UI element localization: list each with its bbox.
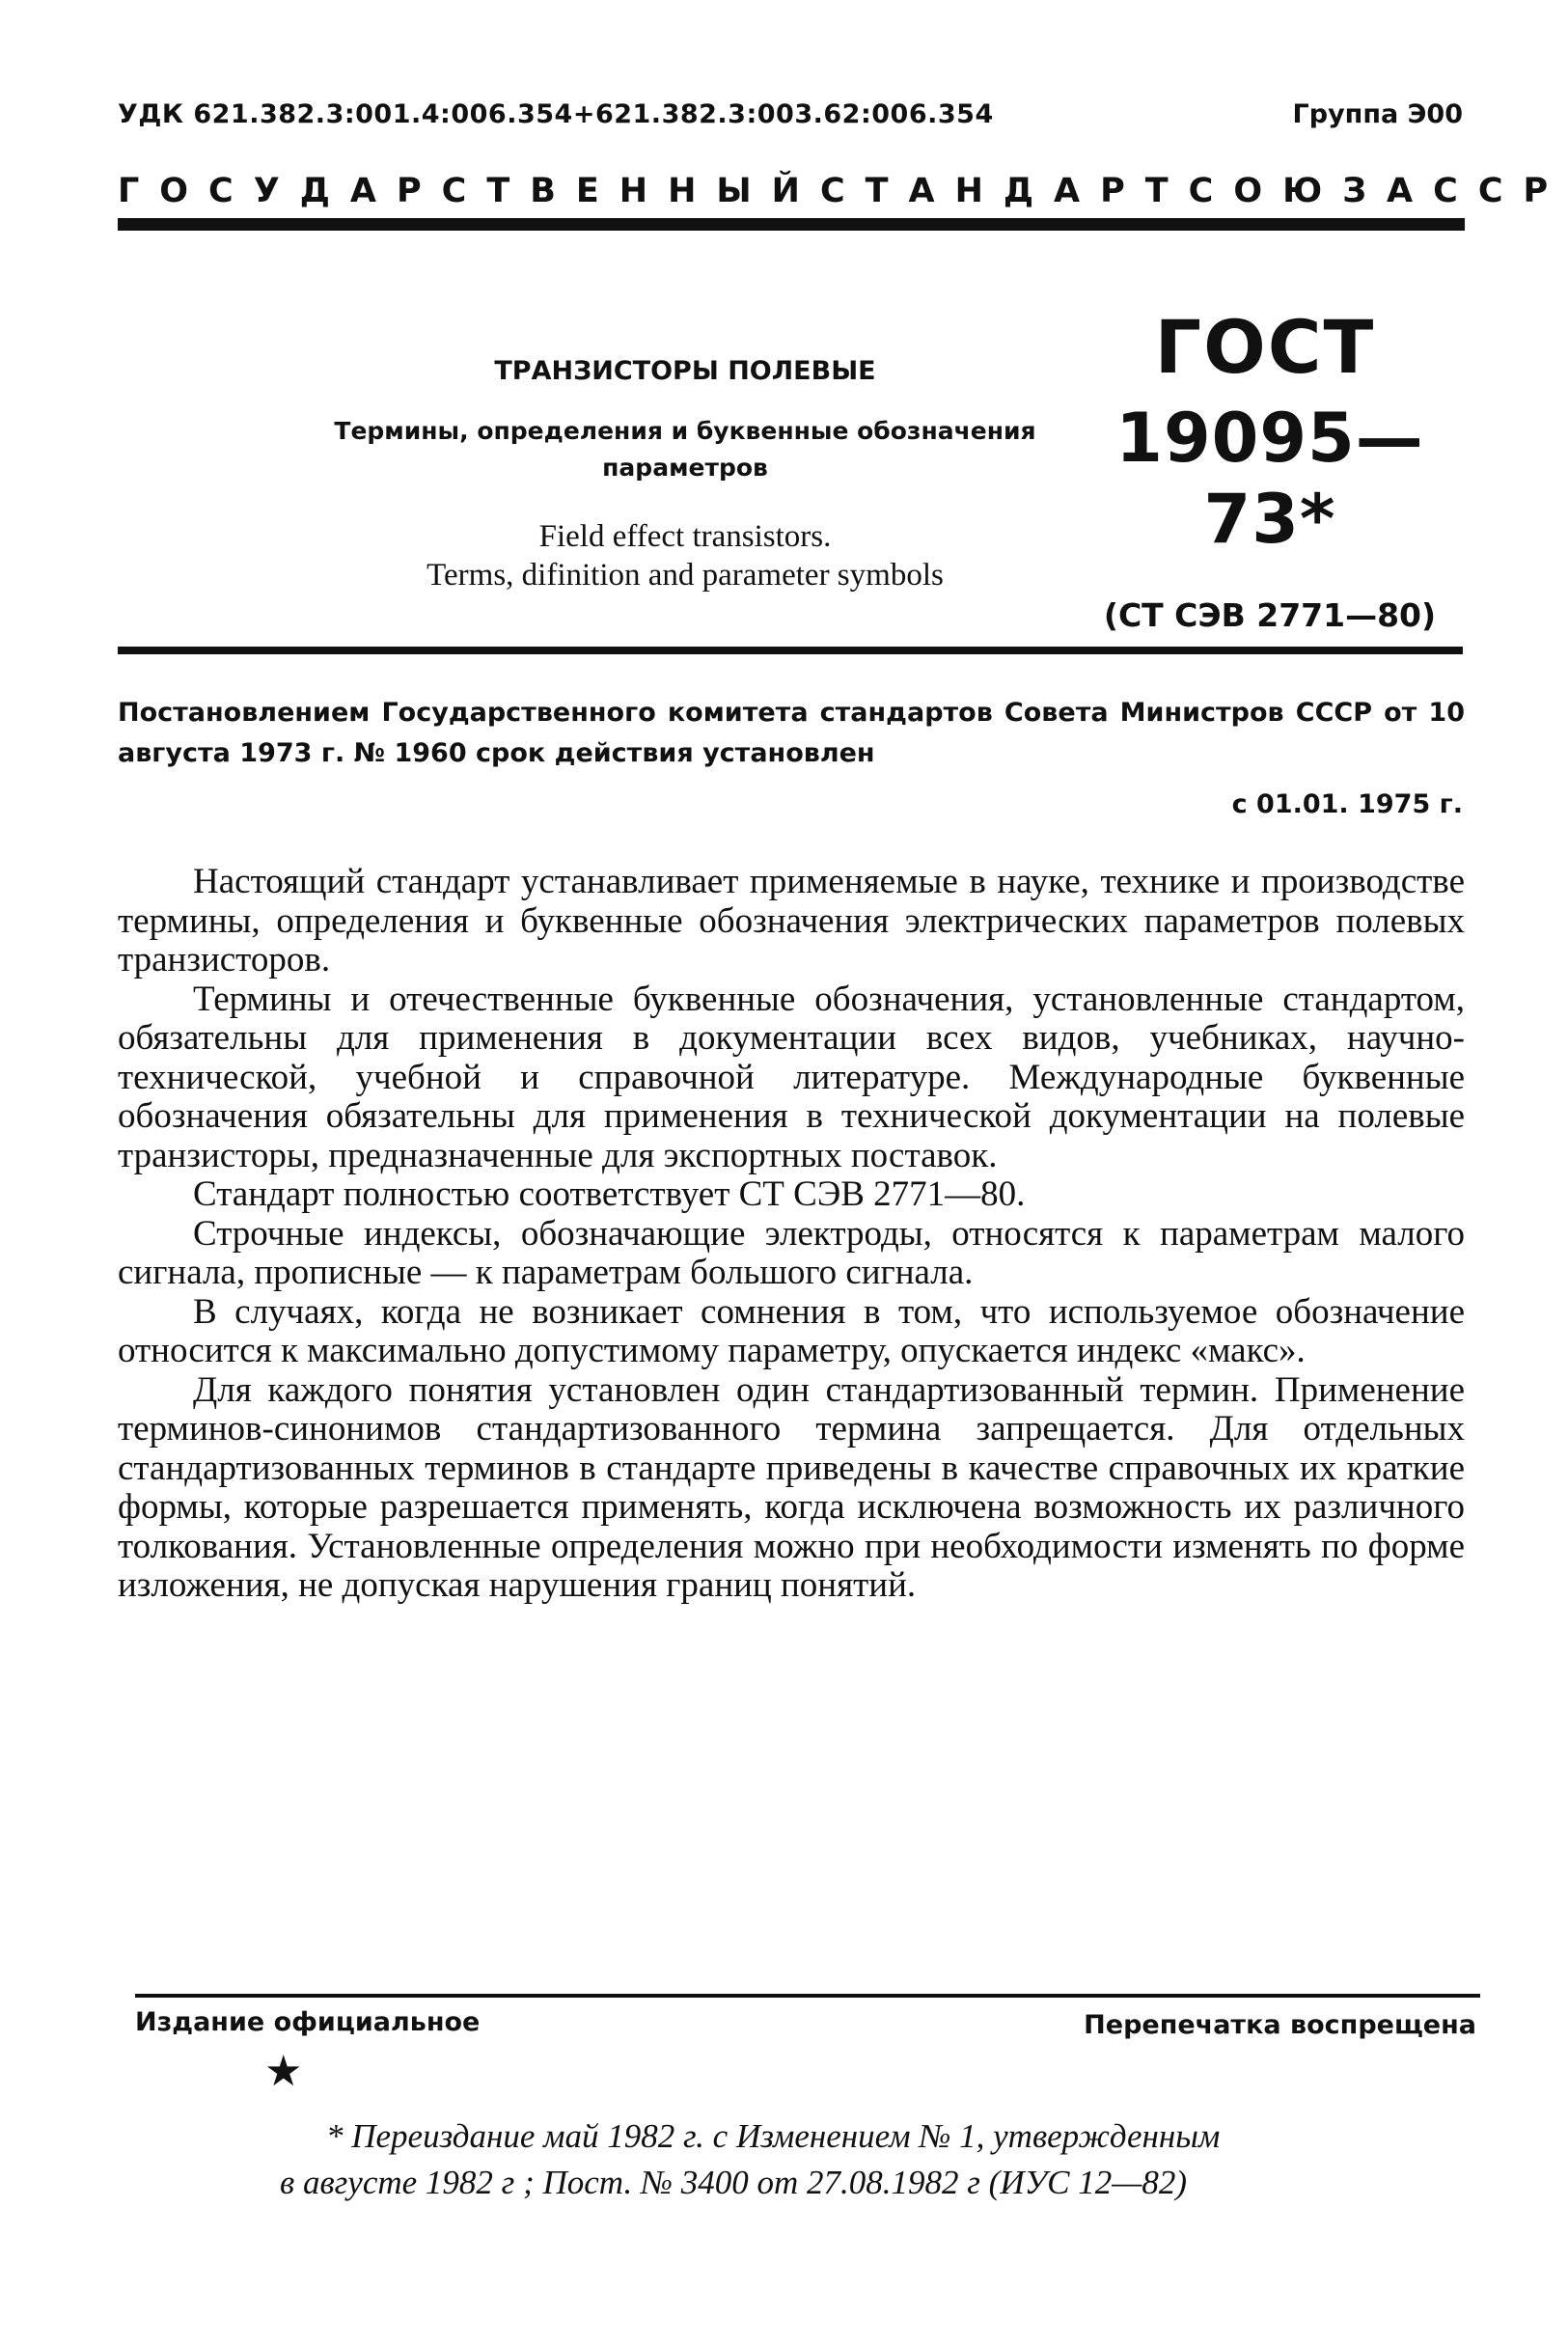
gost-number: 19095—73* bbox=[1115, 399, 1424, 559]
body-paragraph-4: Строчные индексы, обозначающие электроды, относятся к параметрам малого сигнала, прописные — к параметрам большого сигнала. bbox=[118, 1213, 1465, 1292]
body-text bbox=[118, 863, 1465, 1606]
document-subtitle: Термины, определения и буквенные обозначения параметров bbox=[334, 417, 1036, 482]
official-edition: Издание официальное bbox=[135, 2007, 481, 2037]
reissue-note-line-1: * Переиздание май 1982 г. с Изменением № 1, утвержденным bbox=[326, 2117, 1221, 2155]
document-title: ТРАНЗИСТОРЫ ПОЛЕВЫЕ bbox=[494, 356, 876, 386]
state-word-1: ГОСУДАРСТВЕННЫЙ bbox=[118, 172, 820, 210]
english-title-line-1: Field effect transistors. bbox=[538, 519, 832, 554]
udk-code: УДК 621.382.3:001.4:006.354+621.382.3:003.62:006.354 bbox=[118, 99, 994, 129]
body-paragraph-6: Для каждого понятия установлен один стандартизованный термин. Применение терминов-синонимов стандартизованного термина запрещается. Для отдельных стандартизованных терминов в стандарте приведены в качестве справочных их краткие формы, которые разрешается применять, когда исключена возможность их различного толкования. Установленные определения можно при необходимости изменять по форме изложения, не допуская нарушения границ понятий. bbox=[118, 1369, 1465, 1605]
state-standard-heading bbox=[118, 172, 1568, 210]
sev-reference: (СТ СЭВ 2771—80) bbox=[1103, 596, 1437, 634]
state-word-2: СТАНДАРТ bbox=[819, 172, 1189, 210]
body-paragraph-1: Настоящий стандарт устанавливает применяемые в науке, технике и производстве термины, определения и буквенные обозначения электрических параметров полевых транзисторов. bbox=[118, 862, 1465, 980]
body-paragraph-2: Термины и отечественные буквенные обозначения, установленные стандартом, обязательны для применения в документации всех видов, учебниках, научно-технической, учебной и справочной литературе. Международные буквенные обозначения обязательны для применения в технической документации на полевые транзисторы, предназначенные для экспортных поставок. bbox=[118, 979, 1465, 1175]
english-title-line-2: Terms, difinition and parameter symbols bbox=[426, 558, 944, 593]
star-icon: ★ bbox=[264, 2047, 303, 2096]
effective-date: с 01.01. 1975 г. bbox=[1231, 789, 1463, 819]
body-paragraph-5: В случаях, когда не возникает сомнения в том, что используемое обозначение относится к максимально допустимому параметру, опускается индекс «макс». bbox=[118, 1291, 1465, 1370]
gost-label: ГОСТ bbox=[1154, 304, 1376, 390]
group-code: Группа Э00 bbox=[1292, 99, 1463, 129]
reissue-note bbox=[280, 2113, 1380, 2206]
footer-divider bbox=[135, 1994, 1480, 1998]
title-divider bbox=[118, 647, 1463, 654]
english-title bbox=[328, 517, 1042, 594]
header-divider bbox=[118, 218, 1465, 231]
reissue-note-line-2: в августе 1982 г ; Пост. № 3400 от 27.08.1982 г (ИУС 12—82) bbox=[280, 2164, 1188, 2201]
state-word-3: СОЮЗА bbox=[1188, 172, 1434, 210]
decree-text: Постановлением Государственного комитета стандартов Совета Министров СССР от 10 августа 1973 г. № 1960 срок действия установлен bbox=[118, 698, 1465, 768]
body-paragraph-3: Стандарт полностью соответствует СТ СЭВ 2771—80. bbox=[193, 1174, 1026, 1214]
state-word-4: ССР bbox=[1433, 172, 1568, 210]
title-block bbox=[328, 355, 1042, 594]
reprint-prohibited: Перепечатка воспрещена bbox=[1084, 2010, 1476, 2040]
gost-block bbox=[1077, 304, 1463, 635]
